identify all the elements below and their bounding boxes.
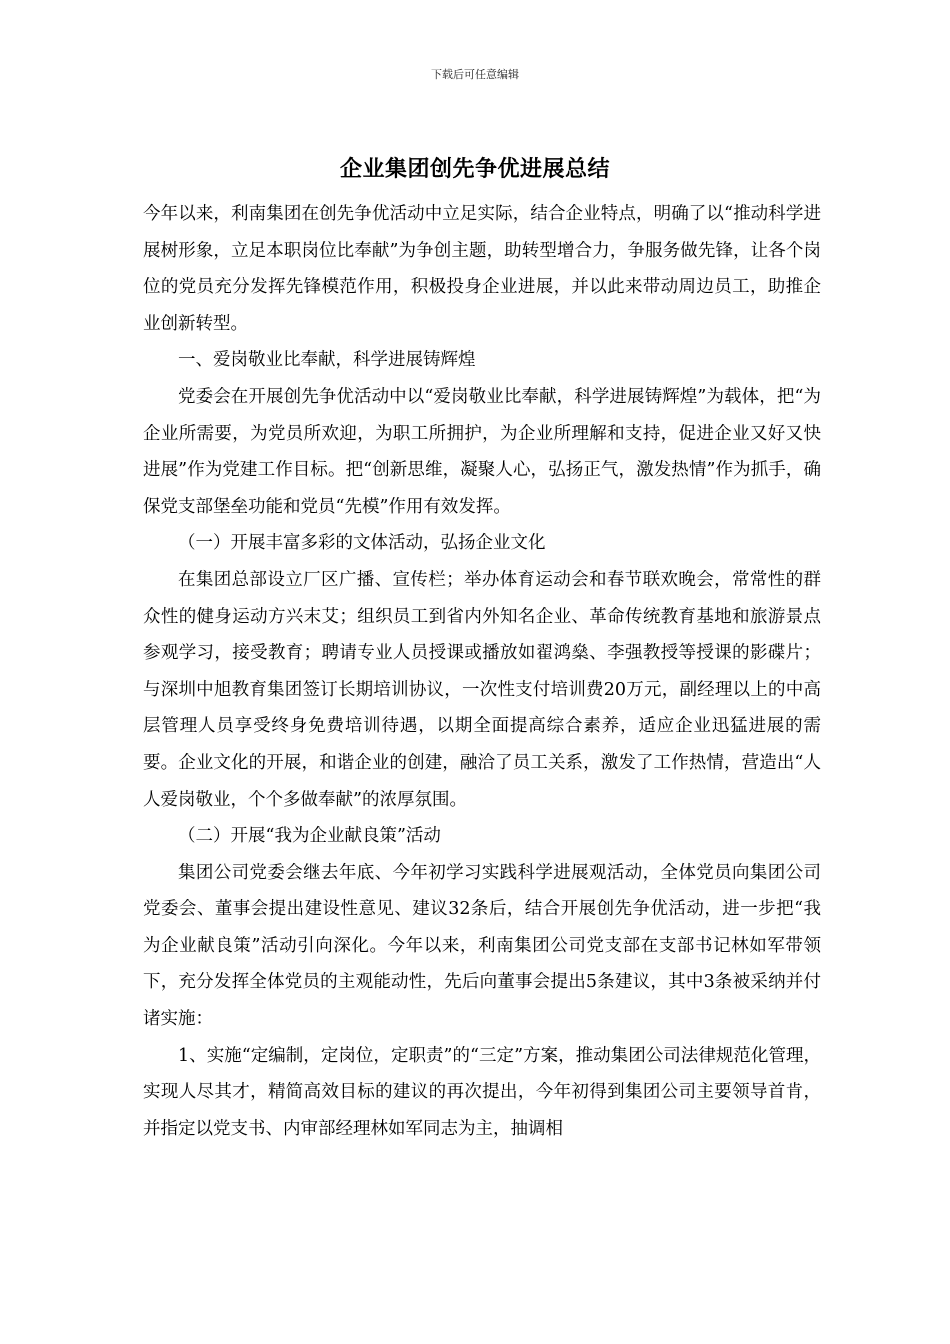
subsection-heading-1: （一）开展丰富多彩的文体活动，弘扬企业文化 xyxy=(178,533,546,554)
header-note: 下载后可任意编辑 xyxy=(431,68,519,81)
paragraph-intro: 今年以来，利南集团在创先争优活动中立足实际，结合企业特点，明确了以“推动科学进展树形象，立足本职岗位比奉献”为争创主题，助转型增合力，争服务做先锋，让各个岗位的党员充分发挥先锋模范作用，积极投身企业进展，并以此来带动周边员工，助推企业创新转型。 xyxy=(143,204,821,334)
section-heading-1: 一、爱岗敬业比奉献，科学进展铸辉煌 xyxy=(178,350,476,371)
paragraph: 1、实施“定编制，定岗位，定职责”的“三定”方案，推动集团公司法律规范化管理，实现人尽其才，精简高效目标的建议的再次提出，今年初得到集团公司主要领导首肯，并指定以党支书、内审部经理林如军同志为主，抽调相 xyxy=(143,1045,821,1139)
document-body xyxy=(143,196,821,1147)
subsection-heading-2: （二）开展“我为企业献良策”活动 xyxy=(178,826,441,847)
paragraph: 集团公司党委会继去年底、今年初学习实践科学进展观活动，全体党员向集团公司党委会、董事会提出建设性意见、建议32条后，结合开展创先争优活动，进一步把“我为企业献良策”活动引向深化。今年以来，利南集团公司党支部在支部书记林如军带领下，充分发挥全体党员的主观能动性，先后向董事会提出5条建议，其中3条被采纳并付诸实施： xyxy=(143,862,821,1030)
paragraph: 在集团总部设立厂区广播、宣传栏；举办体育运动会和春节联欢晚会，常常性的群众性的健身运动方兴末艾；组织员工到省内外知名企业、革命传统教育基地和旅游景点参观学习，接受教育；聘请专业人员授课或播放如翟鸿燊、李强教授等授课的影碟片；与深圳中旭教育集团签订长期培训协议，一次性支付培训费20万元，副经理以上的中高层管理人员享受终身免费培训待遇，以期全面提高综合素养，适应企业迅猛进展的需要。企业文化的开展，和谐企业的创建，融洽了员工关系，激发了工作热情，营造出“人人爱岗敬业，个个多做奉献”的浓厚氛围。 xyxy=(143,569,821,810)
paragraph: 党委会在开展创先争优活动中以“爱岗敬业比奉献，科学进展铸辉煌”为载体，把“为企业所需要，为党员所欢迎，为职工所拥护，为企业所理解和支持，促进企业又好又快进展”作为党建工作目标。把“创新思维，凝聚人心，弘扬正气，激发热情”作为抓手，确保党支部堡垒功能和党员“先模”作用有效发挥。 xyxy=(143,386,821,517)
document-title: 企业集团创先争优进展总结 xyxy=(339,156,610,182)
